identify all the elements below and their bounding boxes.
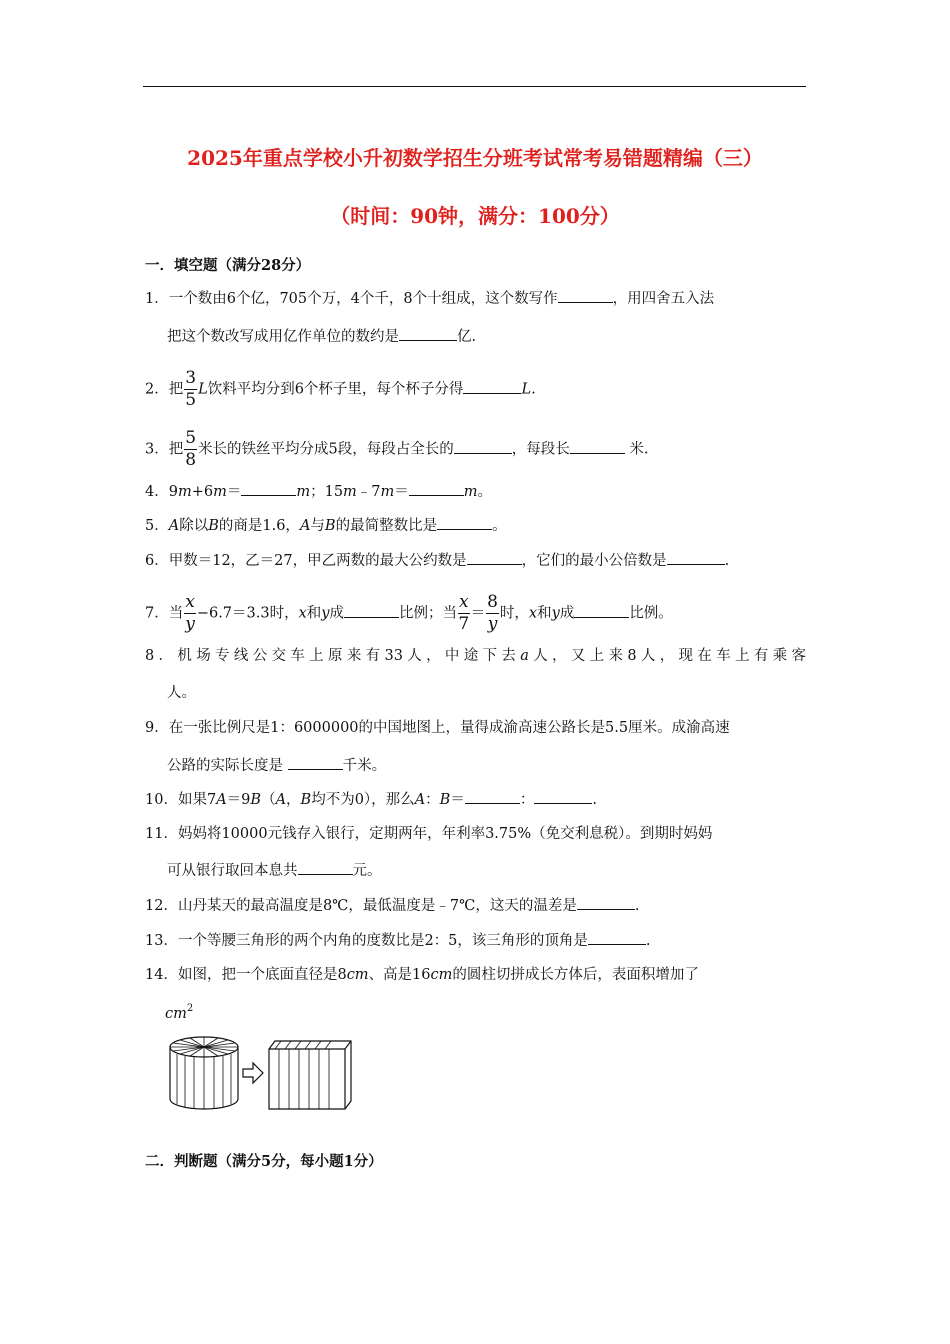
- answer-blank[interactable]: [534, 789, 592, 804]
- answer-blank[interactable]: [454, 439, 512, 454]
- answer-blank[interactable]: [463, 379, 521, 394]
- question-9-line-2: 公路的实际长度是 千米。: [167, 755, 386, 776]
- answer-blank[interactable]: [577, 895, 635, 910]
- fraction: $\frac{8}{y}$: [487, 592, 498, 634]
- question-1-line-2: 把这个数改写成用亿作单位的数约是 亿.: [167, 326, 476, 347]
- answer-blank[interactable]: [288, 755, 343, 770]
- answer-blank[interactable]: [558, 288, 613, 303]
- question-10: 10．如果7A＝9B（A，B均不为0），那么A：B＝ ： .: [145, 789, 597, 810]
- question-11-line-1: 11．妈妈将10000元钱存入银行，定期两年，年利率3.75%（免交利息税）。到期时妈妈: [145, 826, 713, 842]
- question-6: 6．甲数＝12，乙＝27，甲乙两数的最大公约数是 ，它们的最小公倍数是 .: [145, 550, 729, 571]
- fraction: $\frac{3}{5}$: [185, 368, 197, 410]
- question-4: 4．9m+6m＝ m；15m﹣7m＝ m。: [145, 481, 492, 502]
- answer-blank[interactable]: [465, 789, 520, 804]
- question-1-line-1: 1．一个数由6个亿，705个万，4个千，8个十组成，这个数写作 ，用四舍五入法: [145, 288, 714, 309]
- question-5: 5．A除以B的商是1.6，A与B的最简整数比是 。: [145, 515, 507, 536]
- answer-blank[interactable]: [588, 930, 646, 945]
- answer-blank[interactable]: [574, 603, 629, 618]
- question-8-line-2: 人。: [167, 685, 196, 701]
- section-2-title: 二．判断题（满分5分，每小题1分）: [145, 1153, 383, 1170]
- fraction: $\frac{x}{y}$: [185, 592, 195, 634]
- question-7: 7．当 $\frac{x}{y}$ −6.7＝3.3时，x和y成 比例；当 $\frac{x}{7}$ ＝ $\frac{8}{y}$ 时，x和y成 比例。: [145, 592, 673, 634]
- question-14: 14．如图，把一个底面直径是8cm、高是16cm的圆柱切拼成长方体后，表面积增加了: [145, 967, 699, 983]
- cylinder-to-cuboid-figure: [165, 1033, 355, 1113]
- question-14-unit: $cm^2$: [165, 1003, 194, 1022]
- cylinder-shape: [170, 1037, 238, 1109]
- cuboid-shape: [269, 1041, 351, 1109]
- question-3: 3．把 $\frac{5}{8}$ 米长的铁丝平均分成5段，每段占全长的 ，每段长 米.: [145, 428, 649, 470]
- top-rule: [143, 86, 806, 87]
- answer-blank[interactable]: [667, 550, 725, 565]
- section-1-title: 一．填空题（满分28分）: [145, 257, 311, 274]
- answer-blank[interactable]: [467, 550, 522, 565]
- fraction: $\frac{5}{8}$: [185, 428, 197, 470]
- arrow-right-icon: [243, 1063, 263, 1083]
- question-11-line-2: 可从银行取回本息共 元。: [167, 860, 382, 881]
- answer-blank[interactable]: [437, 515, 492, 530]
- question-12: 12．山丹某天的最高温度是8℃，最低温度是﹣7℃，这天的温差是 .: [145, 895, 639, 916]
- answer-blank[interactable]: [344, 603, 399, 618]
- page-subtitle: （时间：90钟，满分：100分）: [330, 204, 620, 228]
- question-8-line-1: 8．机场专线公交车上原来有33人，中途下去a人，又上来8人，现在车上有乘客: [145, 648, 806, 664]
- answer-blank[interactable]: [399, 326, 457, 341]
- answer-blank[interactable]: [241, 481, 296, 496]
- answer-blank[interactable]: [570, 439, 625, 454]
- question-9-line-1: 9．在一张比例尺是1：6000000的中国地图上，量得成渝高速公路长是5.5厘米。成渝高速: [145, 720, 730, 736]
- question-13: 13．一个等腰三角形的两个内角的度数比是2：5，该三角形的顶角是 .: [145, 930, 651, 951]
- page-title: 2025年重点学校小升初数学招生分班考试常考易错题精编（三）: [187, 146, 763, 170]
- question-2: 2．把 $\frac{3}{5}$ L饮料平均分到6个杯子里，每个杯子分得 L.: [145, 368, 536, 410]
- fraction: $\frac{x}{7}$: [458, 592, 470, 634]
- answer-blank[interactable]: [298, 860, 353, 875]
- answer-blank[interactable]: [409, 481, 464, 496]
